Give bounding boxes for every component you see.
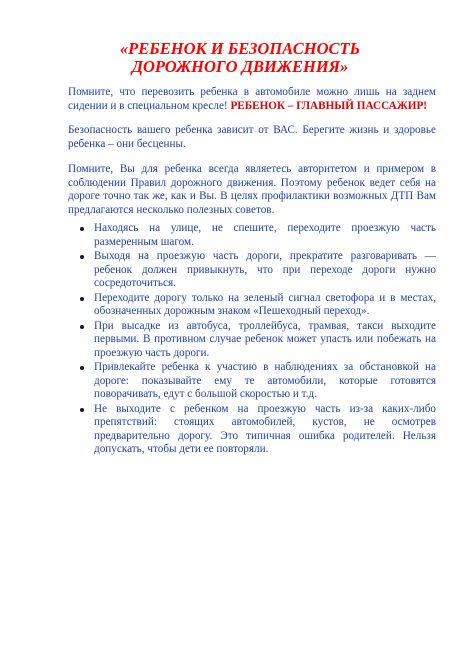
list-item bbox=[78, 222, 436, 249]
main-passenger-emphasis: РЕБЕНОК – ГЛАВНЫЙ ПАССАЖИР! bbox=[230, 99, 428, 112]
bullet-icon bbox=[80, 366, 84, 370]
bullet-icon bbox=[80, 255, 84, 259]
list-item bbox=[78, 250, 436, 291]
bullet-icon bbox=[80, 408, 84, 412]
tip-text: Выходя на проезжую часть дороги, прекратите разговаривать — ребенок должен привыкнуть, что при переходе дороги нужно сосредоточиться. bbox=[94, 250, 436, 289]
paragraph-safety: Безопасность вашего ребенка зависит от ВАС. Берегите жизнь и здоровье ребенка – они бесценны. bbox=[68, 124, 436, 150]
bullet-icon bbox=[80, 227, 84, 231]
tip-text: При высадке из автобуса, троллейбуса, трамвая, такси выходите первыми. В противном случае ребенок может упасть или побежать на проезжую часть дороги. bbox=[94, 319, 436, 359]
list-item bbox=[78, 403, 436, 457]
tip-text: Не выходите с ребенком на проезжую часть из-за каких-либо препятствий: стоящих автомобилей, кустов, не осмотрев предварительно дорогу. Это типичная ошибка родителей. Нельзя допускать, чтобы дети ее повторяли. bbox=[94, 402, 436, 455]
paragraph-authority: Помните, Вы для ребенка всегда являетесь авторитетом и примером в соблюдении Правил дорожного движения. Поэтому ребенок ведет себя на дороге точно так же, как и Вы. В целях профилактики возможных ДТП Вам предлагаются несколько полезных советов. bbox=[68, 163, 436, 216]
bullet-icon bbox=[80, 325, 84, 329]
list-item bbox=[78, 320, 436, 361]
tips-list bbox=[78, 222, 436, 458]
tip-text: Привлекайте ребенка к участию в наблюдениях за обстановкой на дороге: показывайте ему те автомобили, которые готовятся поворачивать, едут с большой скоростью и т.д. bbox=[94, 361, 436, 400]
paragraph-rear-seat bbox=[68, 86, 436, 113]
tip-text: Переходите дорогу только на зеленый сигнал светофора и в местах, обозначенных дорожным знаком «Пешеходный переход». bbox=[94, 291, 436, 317]
tip-text: Находясь на улице, не спешите, переходите проезжую часть размеренным шагом. bbox=[94, 222, 436, 248]
bullet-icon bbox=[80, 297, 84, 301]
list-item bbox=[78, 361, 436, 402]
paragraph-rear-seat-text: Помните, что перевозить ребенка в автомобиле можно лишь на заднем сидении и в специальном кресле! bbox=[68, 86, 436, 112]
list-item bbox=[78, 292, 436, 319]
document-title: «РЕБЕНОК И БЕЗОПАСНОСТЬ ДОРОЖНОГО ДВИЖЕНИЯ» bbox=[119, 39, 361, 76]
